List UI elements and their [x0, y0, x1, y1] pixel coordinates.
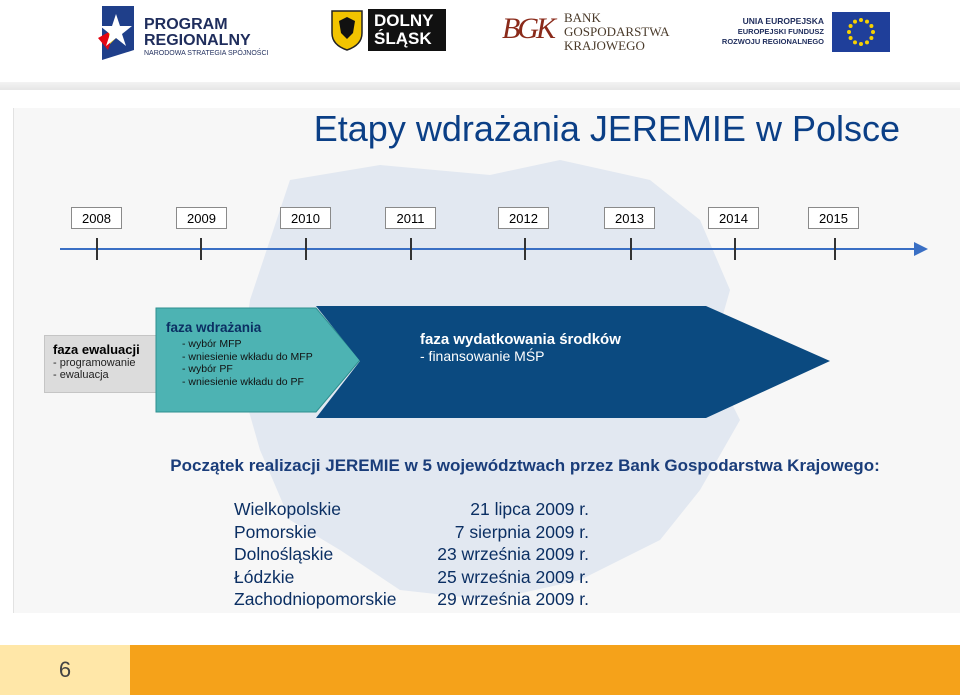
- bgk-monogram: BGK: [502, 12, 553, 45]
- year-box: 2012: [498, 207, 549, 229]
- eu-logo: [720, 14, 900, 54]
- program-title-line1: PROGRAM: [144, 16, 228, 33]
- phase-implementation-item: - wybór PF: [182, 363, 233, 375]
- phase-implementation-item: - wybór MFP: [182, 338, 242, 350]
- region-name: Łódzkie: [234, 566, 295, 587]
- phase-evaluation-item: - programowanie: [53, 357, 136, 369]
- region-date: 21 lipca 2009 r.: [470, 499, 589, 519]
- eu-line2: EUROPEJSKI FUNDUSZ: [737, 27, 824, 36]
- page-title: Etapy wdrażania JEREMIE w Polsce: [313, 108, 900, 149]
- header-divider: [0, 82, 960, 90]
- eu-line1: UNIA EUROPEJSKA: [742, 16, 824, 26]
- list-item: [234, 543, 589, 566]
- list-item: [234, 498, 589, 521]
- program-subtitle: NARODOWA STRATEGIA SPÓJNOŚCI: [144, 50, 269, 57]
- eu-line3: ROZWOJU REGIONALNEGO: [721, 37, 824, 46]
- bgk-line3: KRAJOWEGO: [564, 38, 645, 53]
- region-name: Pomorskie: [234, 521, 317, 542]
- bgk-logo: [502, 8, 682, 58]
- list-item: [234, 521, 589, 544]
- phase-spending-item: - finansowanie MŚP: [420, 348, 545, 364]
- timeline-tick: [200, 238, 202, 260]
- year-box: 2011: [385, 207, 436, 229]
- program-regionalny-logo: [96, 4, 286, 64]
- region-date: 7 sierpnia 2009 r.: [454, 521, 589, 542]
- year-box: 2010: [280, 207, 331, 229]
- bgk-line2: GOSPODARSTWA: [564, 24, 670, 39]
- year-box: 2015: [808, 207, 859, 229]
- region-date: 25 września 2009 r.: [437, 566, 589, 587]
- timeline-tick: [734, 238, 736, 260]
- phase-spending-heading: faza wydatkowania środków: [420, 331, 621, 348]
- region-date: 29 września 2009 r.: [437, 589, 589, 609]
- timeline-tick: [630, 238, 632, 260]
- timeline-tick: [834, 238, 836, 260]
- star-icon: [96, 4, 138, 62]
- phase-implementation-item: - wniesienie wkładu do PF: [182, 375, 304, 388]
- year-box: 2013: [604, 207, 655, 229]
- footer-bar: [0, 645, 960, 695]
- region-name: Dolnośląskie: [234, 544, 334, 564]
- region-date: 23 września 2009 r.: [437, 544, 589, 564]
- phase-implementation-item: - wniesienie wkładu do MFP: [182, 350, 313, 363]
- dolny-line2: ŚLĄSK: [374, 29, 432, 48]
- program-title-line2: REGIONALNY: [144, 32, 251, 49]
- timeline-tick: [305, 238, 307, 260]
- list-item: [234, 566, 589, 589]
- timeline-axis: [60, 248, 918, 250]
- header-bar: [0, 0, 960, 82]
- dolny-slask-logo: [330, 9, 450, 53]
- phase-implementation-heading: faza wdrażania: [166, 320, 262, 335]
- bgk-line1: BANK: [564, 10, 601, 25]
- phase-evaluation-item: - ewaluacja: [53, 369, 109, 381]
- eagle-crest-icon: [330, 9, 364, 51]
- page-number: 6: [0, 645, 130, 695]
- list-item: [234, 588, 589, 611]
- phase-evaluation: [44, 335, 158, 393]
- year-box: 2009: [176, 207, 227, 229]
- timeline-tick: [524, 238, 526, 260]
- realization-heading: Początek realizacji JEREMIE w 5 województwach przez Bank Gospodarstwa Krajowego:: [170, 456, 880, 475]
- phase-evaluation-heading: faza ewaluacji: [53, 342, 140, 357]
- timeline-tick: [410, 238, 412, 260]
- phase-spending: [420, 331, 621, 364]
- year-box: 2008: [71, 207, 122, 229]
- arrowhead-icon: [914, 242, 928, 256]
- regions-list: [234, 498, 589, 611]
- phase-implementation: [166, 320, 313, 388]
- eu-flag-icon: [832, 12, 890, 52]
- timeline-tick: [96, 238, 98, 260]
- region-name: Zachodniopomorskie: [234, 589, 397, 609]
- region-name: Wielkopolskie: [234, 499, 341, 519]
- year-box: 2014: [708, 207, 759, 229]
- dolny-line1: DOLNY: [374, 11, 434, 30]
